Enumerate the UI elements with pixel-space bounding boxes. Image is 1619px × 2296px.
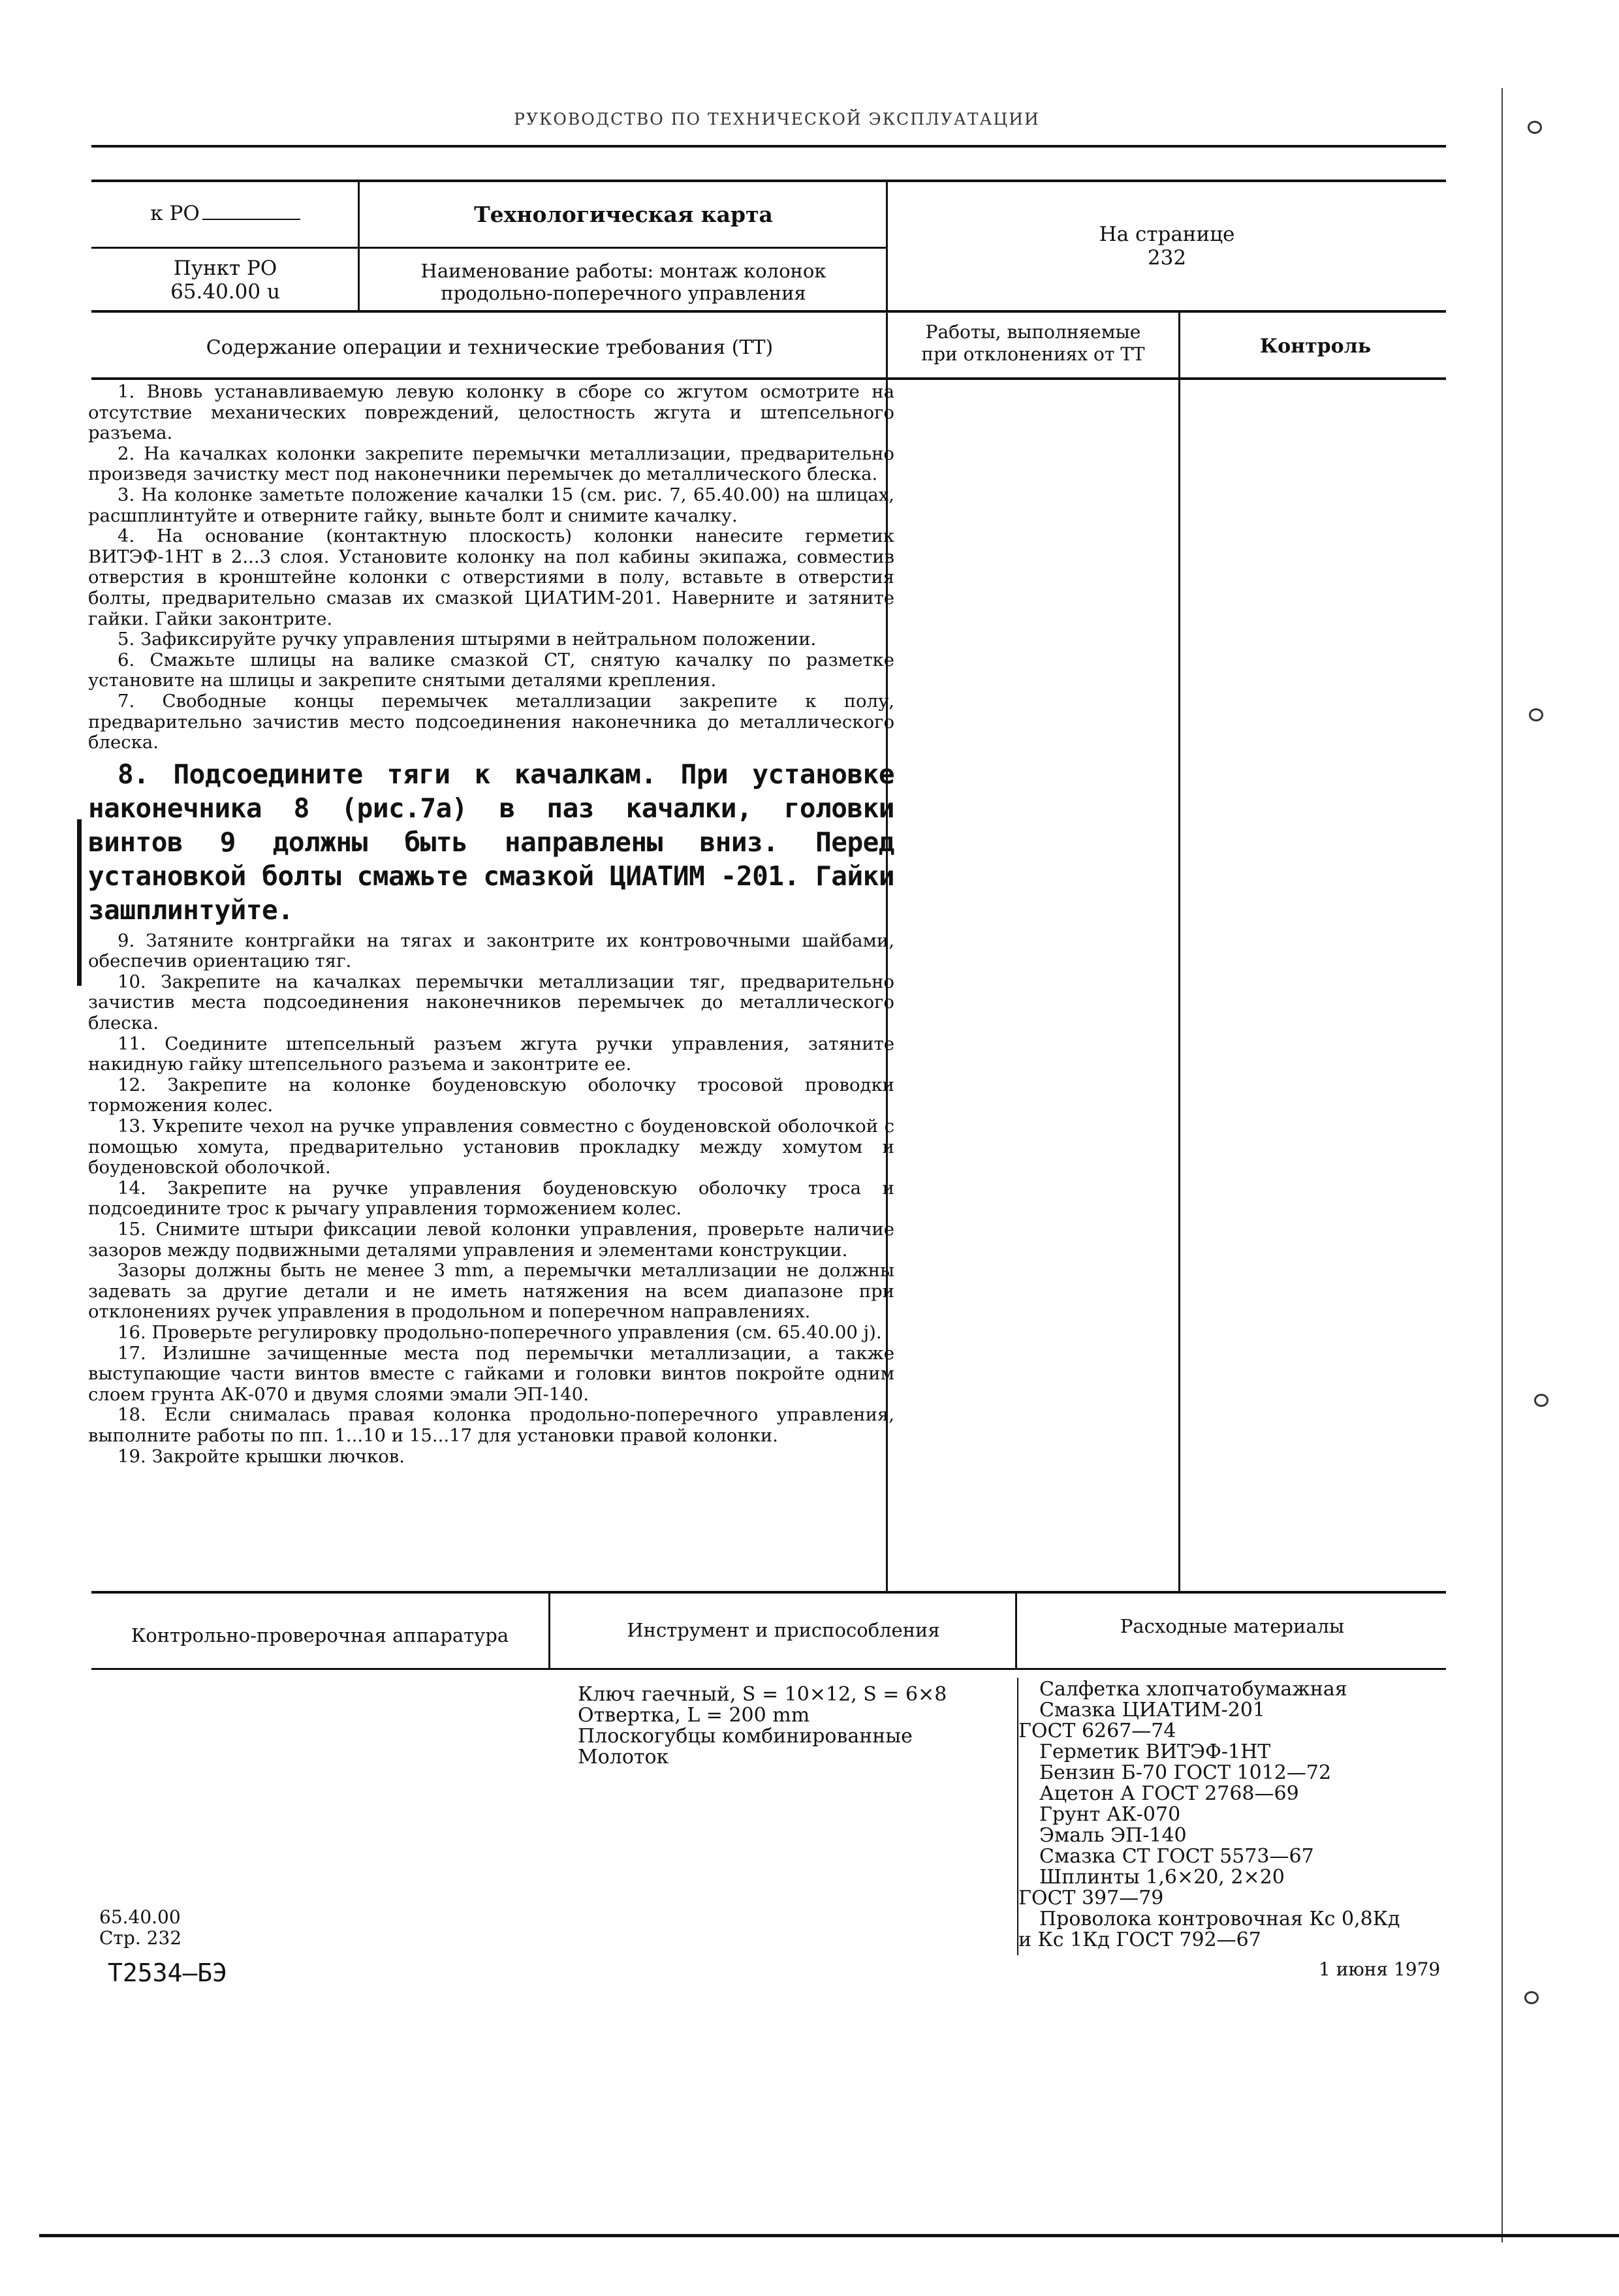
col-deviations-line1: Работы, выполняемые — [925, 321, 1141, 343]
operation-item: 12. Закрепите на колонке боуденовскую оболочку тросовой проводки торможения колес. — [88, 1074, 894, 1116]
table-mid-rule — [91, 247, 887, 249]
material-item: Бензин Б-70 ГОСТ 1012—72 — [1039, 1761, 1332, 1784]
operation-item: 3. На колонке заметьте положение качалки 15 (см. рис. 7, 65.40.00) на шлицах, расшплинтуйте и отверните гайку, выньте болт и снимите качалку. — [88, 484, 894, 526]
material-item: Проволока контровочная Кс 0,8Кд — [1039, 1908, 1400, 1930]
page-ref-number: 232 — [1147, 246, 1187, 270]
tool-item: Молоток — [578, 1746, 669, 1769]
material-item: Смазка СТ ГОСТ 5573—67 — [1039, 1845, 1314, 1868]
bottom-table-divider — [1015, 1591, 1017, 1668]
col-apparatus-header: Контрольно-проверочная аппаратура — [131, 1624, 509, 1646]
header-rule — [91, 145, 1446, 148]
binding-hole-mark — [1534, 1394, 1548, 1407]
operation-item: 5. Зафиксируйте ручку управления штырями в нейтральном положении. — [118, 629, 817, 650]
material-item: Ацетон А ГОСТ 2768—69 — [1039, 1782, 1299, 1805]
card-title: Технологическая карта — [474, 202, 773, 227]
col-materials-header: Расходные материалы — [1120, 1615, 1345, 1637]
operation-item: 19. Закройте крышки лючков. — [118, 1445, 405, 1467]
work-name-line2: продольно-поперечного управления — [441, 282, 806, 304]
scan-edge-line — [1501, 88, 1503, 2242]
operation-item: 14. Закрепите на ручке управления боуденовскую оболочку троса и подсоедините трос к рычагу управления торможением колес. — [88, 1177, 894, 1219]
operation-item: 2. На качалках колонки закрепите перемычки металлизации, предварительно произведя зачистку мест под наконечники перемычек до металлического блеска. — [88, 443, 894, 485]
page-ref-label: На странице — [1099, 223, 1235, 246]
operation-item: 4. На основание (контактную плоскость) колонки нанесите герметик ВИТЭФ-1НТ в 2...3 слоя. Установите колонку на пол кабины экипажа, совместив отверстия в кронштейне колонки с отверстиями в полу, вставьте в отверстия болты, предварительно смазав их смазкой ЦИАТИМ-201. Наверните и затяните гайки. Гайки законтрите. — [88, 526, 894, 629]
operation-item: 18. Если снималась правая колонка продольно-поперечного управления, выполните работы по пп. 1...10 и 15...17 для установки правой колонки. — [88, 1404, 894, 1446]
col-tools-header: Инструмент и приспособления — [627, 1619, 940, 1641]
material-item: Грунт АК-070 — [1039, 1803, 1181, 1826]
operations-list — [88, 382, 894, 1467]
operation-item: 13. Укрепите чехол на ручке управления совместно с боуденовской оболочкой с помощью хомута, предварительно установив прокладку между хомутом и боуденовской оболочкой. — [88, 1116, 894, 1178]
table-top-rule — [91, 180, 1446, 182]
work-name-line1: Наименование работы: монтаж колонок — [420, 260, 826, 282]
operation-item: 17. Излишне зачищенные места под перемычки металлизации, а также выступающие части винтов вместе с гайками и головки винтов покройте одним слоем грунта АК-070 и двумя слоями эмали ЭП-140. — [88, 1342, 894, 1405]
bottom-table-divider — [548, 1591, 550, 1668]
table-header-top-rule — [91, 310, 1446, 313]
bottom-table-top-rule — [91, 1591, 1446, 1594]
operation-item: 15. Снимите штыри фиксации левой колонки управления, проверьте наличие зазоров между подвижными деталями управления и элементами конструкции. — [88, 1219, 894, 1261]
operation-item: 6. Смажьте шлицы на валике смазкой СТ, снятую качалку по разметке установите на шлицы и закрепите снятыми деталями крепления. — [88, 649, 894, 691]
running-header: РУКОВОДСТВО ПО ТЕХНИЧЕСКОЙ ЭКСПЛУАТАЦИИ — [514, 110, 1040, 129]
operation-item: 9. Затяните контргайки на тягах и законтрите их контровочными шайбами, обеспечив ориентацию тяг. — [88, 930, 894, 972]
operation-item: Зазоры должны быть не менее 3 mm, а перемычки металлизации не должны задевать за другие детали и не иметь натяжения на всем диапазоне при отклонениях ручек управления в продольном и поперечном направлениях. — [88, 1260, 894, 1323]
change-bar — [77, 819, 82, 986]
binding-hole-mark — [1528, 121, 1542, 134]
tool-item: Отвертка, L = 200 mm — [578, 1704, 810, 1727]
k-ro-label: к РО — [98, 201, 353, 226]
material-item: Салфетка хлопчатобумажная — [1039, 1678, 1347, 1701]
table-divider — [1178, 310, 1180, 1591]
tool-item: Ключ гаечный, S = 10×12, S = 6×8 — [578, 1683, 947, 1706]
footer-section: 65.40.00 — [99, 1906, 181, 1928]
col-deviations-line2: при отклонениях от ТТ — [921, 343, 1145, 365]
operation-item: 7. Свободные концы перемычек металлизации закрепите к полу, предварительно зачистив место подсоединения наконечника до металлического блеска. — [88, 690, 894, 753]
table-header-bottom-rule — [91, 377, 1446, 380]
footer-code: Т2534–БЭ — [108, 1958, 228, 1987]
materials-list — [1018, 1679, 1449, 1951]
material-item: ГОСТ 397—79 — [1018, 1887, 1164, 1910]
bottom-table-header-rule — [91, 1668, 1446, 1670]
operation-item: 10. Закрепите на качалках перемычки металлизации тяг, предварительно зачистив места подсоединения наконечников перемычек до металлического блеска. — [88, 971, 894, 1034]
operation-item: 1. Вновь устанавливаемую левую колонку в сборе со жгутом осмотрите на отсутствие механических повреждений, целостность жгута и штепсельного разъема. — [88, 381, 894, 444]
col-control-header: Контроль — [1259, 335, 1372, 358]
table-divider — [358, 180, 360, 310]
material-item: Шплинты 1,6×20, 2×20 — [1039, 1866, 1285, 1889]
binding-hole-mark — [1529, 708, 1543, 721]
operation-item: 16. Проверьте регулировку продольно-поперечного управления (см. 65.40.00 j). — [118, 1321, 882, 1343]
material-item: Герметик ВИТЭФ-1НТ — [1039, 1740, 1271, 1763]
material-item: и Кс 1Кд ГОСТ 792—67 — [1018, 1928, 1261, 1951]
operation-item-revised: 8. Подсоедините тяги к качалкам. При установке наконечника 8 (рис.7а) в паз качалки, головки винтов 9 должны быть направлены вниз. Перед установкой болты смажьте смазкой ЦИАТИМ -201. Гайки зашплинтуйте. — [88, 758, 894, 926]
punkt-value: 65.40.00 u — [170, 280, 280, 304]
footer-date: 1 июня 1979 — [1319, 1958, 1441, 1980]
material-item: ГОСТ 6267—74 — [1018, 1720, 1176, 1742]
punkt-label: Пункт РО — [173, 257, 277, 280]
tools-list — [578, 1684, 1009, 1768]
scan-bottom-line — [39, 2234, 1619, 2237]
materials-bracket — [1017, 1678, 1018, 1955]
footer-page: Стр. 232 — [99, 1927, 182, 1949]
binding-hole-mark — [1524, 1991, 1539, 2004]
tool-item: Плоскогубцы комбинированные — [578, 1725, 913, 1748]
material-item: Смазка ЦИАТИМ-201 — [1039, 1699, 1266, 1722]
material-item: Эмаль ЭП-140 — [1039, 1824, 1187, 1847]
operation-item: 11. Соедините штепсельный разъем жгута ручки управления, затяните накидную гайку штепсельного разъема и законтрите ее. — [88, 1033, 894, 1075]
col-content-header: Содержание операции и технические требования (ТТ) — [206, 336, 774, 359]
